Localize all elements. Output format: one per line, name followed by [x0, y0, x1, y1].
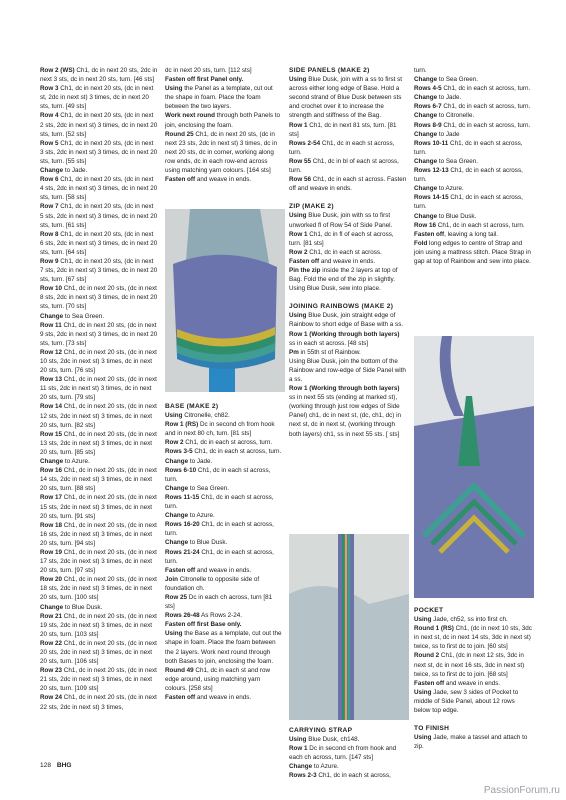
- instruction-line: Change to Blue Dusk.: [40, 603, 103, 611]
- section-heading: TO FINISH: [414, 725, 450, 733]
- watermark: PassionForum.ru: [483, 785, 560, 796]
- instruction-line: Change to Jade.: [165, 457, 213, 465]
- instruction-line: Fasten off and weave in ends.: [289, 257, 376, 265]
- instruction-line: Round 2 Ch1, (dc in next 12 sts, 3dc in next st, dc in next 16 sts, 3dc in next st) twice, ss to first dc to join. [68 sts]: [414, 652, 525, 678]
- instruction-line: Row 15 Ch1, dc in next 20 sts, (dc in next 13 sts, 2dc in next st) 3 times, dc in next 20 sts, turn. [85 sts]: [40, 430, 157, 456]
- instruction-line: Row 56 Ch1, dc in each st across. Fasten off and weave in ends.: [289, 176, 407, 193]
- instruction-line: Row 12 Ch1, dc in next 20 sts, (dc in next 10 sts, 2dc in next st) 3 times, dc in next 20 sts, turn. [76 sts]: [40, 348, 157, 375]
- instruction-line: Row 7 Ch1, dc in next 20 sts, (dc in next 5 sts, 2dc in next st) 3 times, dc in next 20 sts, turn. [61 sts]: [40, 203, 158, 229]
- instruction-line: Row 11 Ch1, dc in next 20 sts, (dc in next 9 sts, 2dc in next st) 3 times, dc in next 20 sts, turn. [73 sts]: [40, 321, 158, 347]
- instruction-line: Fasten off and weave in ends.: [414, 679, 501, 687]
- instruction-line: Change to Jade.: [40, 167, 88, 175]
- instruction-line: Round 1 (RS) Ch1, (dc in next 10 sts, 3dc in next st, dc in next 14 sts, 3dc in next st) twice, ss to first dc to join. [60 sts]: [414, 625, 532, 651]
- tassel-photo: [414, 336, 534, 598]
- column-3: [289, 66, 407, 780]
- instruction-line: Using Jade, ch52, ss into first ch.: [414, 616, 508, 624]
- instruction-line: Rows 12-13 Ch1, dc in each st across, turn.: [414, 167, 523, 184]
- section-heading: JOINING RAINBOWS (MAKE 2): [289, 303, 394, 311]
- instruction-line: Using Blue Dusk, join with ss to first unworked fl of Row 54 of Side Panel.: [289, 212, 393, 229]
- instruction-line: Rows 4-5 Ch1, dc in each st across, turn.: [414, 85, 531, 93]
- instruction-line: Row 23 Ch1, dc in next 20 sts, (dc in next 21 sts, 2dc in next st) 3 times, dc in next 20 sts, turn. [109 sts]: [40, 667, 157, 693]
- instruction-line: Row 24 Ch1, dc in next 20 sts, (dc in next 22 sts, 2dc in next st) 3 times,: [40, 694, 157, 711]
- instruction-line: Rows 14-15 Ch1, dc in each st across, turn.: [414, 194, 523, 211]
- instruction-line: Rows 21-24 Ch1, dc in each st across, turn.: [165, 548, 274, 565]
- instruction-line: Row 2 Ch1, dc in each st across.: [289, 248, 382, 256]
- instruction-line: Row 20 Ch1, dc in next 20 sts, (dc in next 18 sts, 2dc in next st) 3 times, dc in next 20 sts, turn. [100 sts]: [40, 576, 157, 602]
- instruction-line: Using Jade, make a tassel and attach to zip.: [414, 734, 528, 751]
- instruction-line: Row 6 Ch1, dc in next 20 sts, (dc in next 4 sts, 2dc in next st) 3 times, dc in next 20 sts, turn. [58 sts]: [40, 176, 158, 202]
- carrying-strap-section: [289, 726, 407, 781]
- column-2-top-text: [165, 66, 283, 184]
- instruction-line: Row 13 Ch1, dc in next 20 sts, (dc in next 11 sts, 2dc in next st) 3 times, dc in next 20 sts, turn. [79 sts]: [40, 376, 157, 402]
- instruction-line: Using the Panel as a template, cut out the shape in foam. Place the foam between the two layers.: [165, 85, 273, 111]
- instruction-line: Row 17 Ch1, dc in next 20 sts, (dc in next 15 sts, 2dc in next st) 3 times, dc in next 20 sts, turn. [91 sts]: [40, 494, 157, 520]
- magazine-brand: BHG: [56, 762, 72, 769]
- instruction-line: Row 1 Dc in second ch from hook and each ch across, turn. [147 sts]: [289, 745, 397, 762]
- instruction-line: Join Citronelle to opposite side of foundation ch.: [165, 575, 260, 592]
- instruction-line: Change to Azure.: [414, 185, 464, 193]
- instruction-line: Rows 16-20 Ch1, dc in each st across, turn.: [165, 521, 274, 538]
- instruction-line: Row 22 Ch1, dc in next 20 sts, (dc in next 20 sts, 2dc in next st) 3 times, dc in next 20 sts, turn. [106 sts]: [40, 639, 157, 666]
- instruction-line: Row 1 (RS) Dc in second ch from hook and in next 80 ch, turn. [81 sts]: [165, 421, 275, 438]
- instruction-line: Change to Azure.: [289, 763, 339, 771]
- instruction-line: Row 19 Ch1, dc in next 20 sts, (dc in next 17 sts, 2dc in next st) 3 times, dc in next 20 sts, turn. [97 sts]: [40, 548, 157, 575]
- instruction-line: turn.: [414, 67, 427, 74]
- column-4: [414, 66, 532, 751]
- instruction-line: Row 8 Ch1, dc in next 20 sts, (dc in next 6 sts, 2dc in next st) 3 times, dc in next 20 sts, turn. [64 sts]: [40, 230, 158, 256]
- instruction-line: Work next round through both Panels to join, enclosing the foam.: [165, 112, 281, 129]
- instruction-line: Rows 11-15 Ch1, dc in each st across, turn.: [165, 493, 274, 511]
- section-heading: POCKET: [414, 607, 444, 614]
- instruction-line: Row 14 Ch1, dc in next 20 sts, (dc in next 12 sts, 2dc in next st) 3 times, dc in next 20 sts, turn. [82 sts]: [40, 403, 157, 429]
- bag-photo: [165, 209, 285, 392]
- instruction-line: Fasten off and weave in ends.: [165, 566, 252, 574]
- instruction-line: Pm in 55th st of Rainbow.: [289, 348, 361, 356]
- instruction-line: Fasten off and weave in ends.: [165, 176, 252, 184]
- instruction-line: Using Jade, sew 3 sides of Pocket to middle of Side Panel, about 12 rows below top edge.: [414, 688, 519, 715]
- instruction-line: Change to Azure.: [165, 512, 215, 520]
- instruction-line: Row 16 Ch1, dc in next 20 sts, (dc in next 14 sts, 2dc in next st) 3 times, dc in next 20 sts, turn. [88 sts]: [40, 467, 157, 493]
- column-2: [165, 66, 283, 701]
- instruction-line: Row 1 Ch1, dc in next 81 sts, turn. [81 sts]: [289, 121, 397, 138]
- instruction-line: Row 10 Ch1, dc in next 20 sts, (dc in next 8 sts, 2dc in next st) 3 times, dc in next 20 sts, turn. [70 sts]: [40, 285, 158, 311]
- instruction-line: Using Blue Dusk, join the bottom of the Rainbow and row-edge of Side Panel with a ss.: [289, 357, 406, 383]
- instruction-line: Row 55 Ch1, dc in bl of each st across, turn.: [289, 157, 399, 175]
- instruction-line: Change to Sea Green.: [414, 157, 479, 165]
- instruction-line: Using Blue Dusk, join with a ss to first st across either long edge of Base. Hold a second strand of Blue Dusk between sts and crochet over it to increase the strength and stiffness of the Bag.: [289, 76, 403, 120]
- column-1: [40, 66, 158, 712]
- instruction-line: Change to Jade.: [414, 94, 462, 102]
- instruction-line: Row 1 Ch1, dc in fl of each st across, turn. [81 sts]: [289, 230, 394, 247]
- instruction-line: Rows 2-54 Ch1, dc in each st across, turn.: [289, 139, 395, 156]
- instruction-line: Rows 8-9 Ch1, dc in each st across, turn.: [414, 121, 531, 129]
- instruction-line: Row 9 Ch1, dc in next 20 sts, (dc in next 7 sts, 2dc in next st) 3 times, dc in next 20 sts, turn. [67 sts]: [40, 257, 158, 284]
- instruction-line: Round 49 Ch1, dc in each st and row edge around, using matching yarn colours. [258 sts]: [165, 666, 270, 692]
- instruction-line: Change to Sea Green.: [40, 312, 105, 320]
- instruction-line: Fasten off, leaving a long tail.: [414, 230, 499, 238]
- strap-illustration: [289, 534, 409, 720]
- instruction-line: Fasten off first Panel only.: [165, 76, 244, 84]
- instruction-line: Row 3 Ch1, dc in next 20 sts, (dc in next st, 2dc in next st) 3 times, dc in next 20 sts, turn. [49 sts]: [40, 85, 154, 111]
- instruction-line: Row 2 Ch1, dc in each st across, turn.: [165, 439, 273, 447]
- instruction-line: Using the Base as a template, cut out the shape in foam. Place the foam between the 2 layers. Work next round through both Bases to join, enclosing the foam.: [165, 630, 282, 665]
- strap-photo: [289, 534, 409, 720]
- base-section: [165, 402, 283, 702]
- instruction-line: Using Citronelle, ch82.: [165, 412, 230, 420]
- instruction-line: Row 16 Ch1, dc in each st across, turn.: [414, 221, 525, 229]
- instruction-line: dc in next 20 sts, turn. [112 sts]: [165, 67, 252, 74]
- section-heading: ZIP (MAKE 2): [289, 203, 334, 211]
- section-heading: SIDE PANELS (MAKE 2): [289, 67, 370, 74]
- instruction-line: Rows 3-5 Ch1, dc in each st across, turn.: [165, 448, 282, 456]
- instruction-line: Row 2 (WS) Ch1, dc in next 20 sts, 2dc in next 3 sts, dc in next 20 sts, turn. [46 sts]: [40, 67, 158, 84]
- instruction-line: Row 4 Ch1, dc in next 20 sts, (dc in next 2 sts, 2dc in next st) 3 times, dc in next 20 sts, turn. [52 sts]: [40, 112, 158, 138]
- instruction-line: Row 1 (Working through both layers) ss in next 55 sts (ending at marked st), (working through just row edges of Side Panel) ch1, dc in next st, (dc, ch1, dc) in next st, dc in next st, (working through both layers) ch1, ss in next 55 sts. [ sts]: [289, 385, 401, 438]
- bag-illustration: [165, 209, 285, 392]
- instruction-line: Row 18 Ch1, dc in next 20 sts, (dc in next 16 sts, 2dc in next st) 3 times, dc in next 20 sts, turn. [94 sts]: [40, 521, 157, 547]
- instruction-line: Change to Blue Dusk.: [165, 539, 228, 547]
- instruction-line: Fold long edges to centre of Strap and join using a mattress stitch. Place Strap in gap at top of Rainbow and sew into place.: [414, 239, 531, 265]
- instruction-line: Change to Blue Dusk.: [414, 212, 477, 220]
- instruction-line: Fasten off and weave in ends.: [165, 694, 252, 701]
- section-heading: CARRYING STRAP: [289, 727, 353, 734]
- instruction-line: Rows 6-7 Ch1, dc in each st across, turn.: [414, 103, 531, 111]
- tassel-illustration: [414, 336, 534, 598]
- instruction-line: Row 21 Ch1, dc in next 20 sts, (dc in next 19 sts, 2dc in next st) 3 times, dc in next 20 sts, turn. [103 sts]: [40, 612, 157, 638]
- instruction-line: Row 1 (Working through both layers) ss in each st across. [48 sts]: [289, 330, 400, 347]
- column-3-top-text: [289, 66, 407, 439]
- page-footer: [40, 762, 72, 769]
- instruction-line: Change to Sea Green.: [165, 484, 230, 492]
- instruction-line: Row 25 Dc in each ch across, turn [81 sts]: [165, 593, 273, 611]
- instruction-line: Rows 6-10 Ch1, dc in each st across, turn.: [165, 466, 271, 483]
- page-number: 128: [40, 762, 52, 769]
- instruction-line: Using Blue Dusk, ch148.: [289, 736, 360, 744]
- instruction-line: Rows 2-3 Ch1, dc in each st across,: [289, 772, 391, 780]
- instruction-line: Round 25 Ch1, dc in next 20 sts, (dc in next 23 sts, 2dc in next st) 3 times, dc in next 20 sts, dc in corner, working along row ends, dc in each row-end across using matching yarn colours. [164 sts]: [165, 130, 277, 175]
- instruction-line: Change to Sea Green.: [414, 76, 479, 84]
- pocket-section: [414, 606, 532, 751]
- instruction-line: Fasten off first Base only.: [165, 621, 242, 629]
- section-heading: BASE (MAKE 2): [165, 403, 219, 410]
- column-4-top-text: [414, 66, 532, 266]
- instruction-line: Change to Azure.: [40, 458, 90, 466]
- instruction-line: Row 5 Ch1, dc in next 20 sts, (dc in next 3 sts, 2dc in next st) 3 times, dc in next 20 sts, turn. [55 sts]: [40, 139, 158, 165]
- instruction-line: Change to Jade: [414, 130, 460, 138]
- instruction-line: Rows 26-48 As Rows 2-24.: [165, 612, 243, 620]
- instruction-line: Using Blue Dusk, join straight edge of Rainbow to short edge of Base with a ss.: [289, 312, 404, 329]
- instruction-line: Change to Citronelle.: [414, 112, 475, 120]
- instruction-line: Rows 10-11 Ch1, dc in each st across, turn.: [414, 139, 523, 156]
- instruction-line: Pin the zip inside the 2 layers at top of Bag. Fold the end of the zip in slightly. Using Blue Dusk, sew into place.: [289, 266, 398, 293]
